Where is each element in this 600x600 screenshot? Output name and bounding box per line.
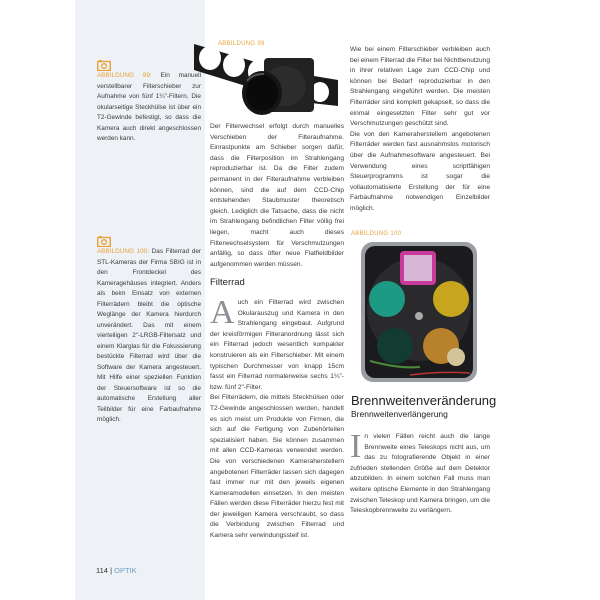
section-name: OPTIK: [114, 566, 137, 575]
page-footer: 114 | OPTIK: [96, 566, 137, 575]
section-heading-brennweite: Brennweitenveränderung: [351, 393, 497, 408]
drop-cap: I: [350, 428, 362, 465]
figure-100-caption: ABBILDUNG 100: Das Filterrad der STL-Kameras der Firma SBIG ist in den Frontdeckel des Kameragehäuses integriert. Anders als beim Einsatz von externen Filterrädern bleibt die optische Weglänge der Kamera hierdurch unverändert. Das mit einem vierteiligen 2"-LRGB-Filtersatz und einem Klarglas für die Fokussierung bestückte Filterrad wird über die Software der Kamera angesteuert. Mit Hilfe einer speziellen Funktion der Steuersoftware ist so die automatische Erstellung aller Teilbilder für eine Farbaufnahme möglich.: [97, 248, 201, 423]
right-body-bottom: In vielen Fällen reicht auch die lange Brennweite eines Teleskops nicht aus, um das zu fotografierende Objekt in einer zufrieden stellenden Größe auf dem Detektor abzubilden. In einem solchen Fall muss man weitere optische Elemente in den Strahlengang zwischen Teleskop und Kamera bringen, um die Teleskopbrennweite zu verlängern.: [350, 428, 490, 515]
figure-99-title: ABBILDUNG 99: [218, 41, 265, 47]
drop-cap: A: [210, 294, 235, 331]
section-heading-filterrad: Filterrad: [210, 277, 245, 288]
page-number: 114: [96, 566, 108, 575]
filter-slider-image: [192, 36, 348, 122]
camera-icon: [97, 60, 111, 71]
right-body-top: Wie bei einem Filterschieber verbleiben auch bei einem Filterrad die Filter bei Nichtbenutzung in ihrer relativen Lage zum CCD-Chip und können bei Bedarf reproduzierbar in den Strahlengang eingeführt werden. Die meisten Filterräder sind komplett gekapselt, so dass die einmal eingesetzten Filter sehr gut vor Verschmutzungen geschützt sind. Die von den Kameraherstellern angebotenen Filterräder werden fast ausnahmslos motorisch über die Aufnahmesoftware angesteuert. Bei Verwendung eines scriptfähigen Steuerprogramms ist sogar die vollautomatisierte Erstellung der für eine Farbaufnahme notwendigen Einzelbilder möglich.: [350, 46, 491, 212]
middle-body: Auch ein Filterrad wird zwischen Okularauszug und Kamera in den Strahlengang eingebaut. Aufgrund der kreisförmigen Filteranordnung lässt sich ein Filterrad jedoch wesentlich kompakter konstruieren als ein Filterschieber. Mit einem typischen Durchmesser von knapp 15cm fasst ein Filterrad normalerweise sechs 1¼"- bzw. fünf 2"-Filter. Bei Filterrädern, die mittels Steckhülsen oder T2-Gewinde angeschlossen werden, handelt es sich meist um Produkte von Firmen, die sich auf die Fertigung von Zubehörteilen spezialisiert haben. Sie können zusammen mit allen CCD-Kameras verwendet werden. Die von verschiedenen Kameraherstellern angebotenen Filterräder lassen sich dagegen fast immer nur mit den jeweils eigenen Kameramodellen einsetzen. In den meisten Fällen werden diese Filterräder hierzu fest mit der jeweiligen Kamera verschraubt, so dass die Verbindung zwischen Filterrad und Kamera sehr verwindungssteif ist.: [210, 294, 344, 540]
figure-100-title: ABBILDUNG 100: [351, 231, 402, 237]
filter-wheel-image: [360, 241, 478, 383]
middle-paragraph-1: Der Filterwechsel erfolgt durch manuelles Verschieben der Filteraufnahme. Einrastpunkte am Schieber sorgen dafür, dass die Filterposition im Strahlengang reproduzierbar ist. Da die Filter zudem permanent in der Filteraufnahme verbleiben können, sind die auf dem CCD-Chip entstehenden Staubmuster theoretisch gleich. Lediglich die Tatsache, dass die nicht im Strahlengang befindlichen Filter völlig frei liegen, macht auch dieses Filterwechselsystem für Verschmutzungen anfällig, so dass öfter neue Flatfieldbilder aufgenommen werden müssen.: [210, 123, 344, 268]
camera-icon: [97, 236, 111, 247]
figure-99-caption: ABBILDUNG 99: Ein manuell verstellbarer Filterschieber zur Aufnahme von fünf 1¼"-Filtern. Die okularseitige Steckhülse ist über ein T2-Gewinde befestigt, so dass die Kamera auch direkt angeschlossen werden kann.: [97, 72, 201, 142]
subheading-brennweitenverlaengerung: Brennweitenverlängerung: [351, 409, 448, 419]
